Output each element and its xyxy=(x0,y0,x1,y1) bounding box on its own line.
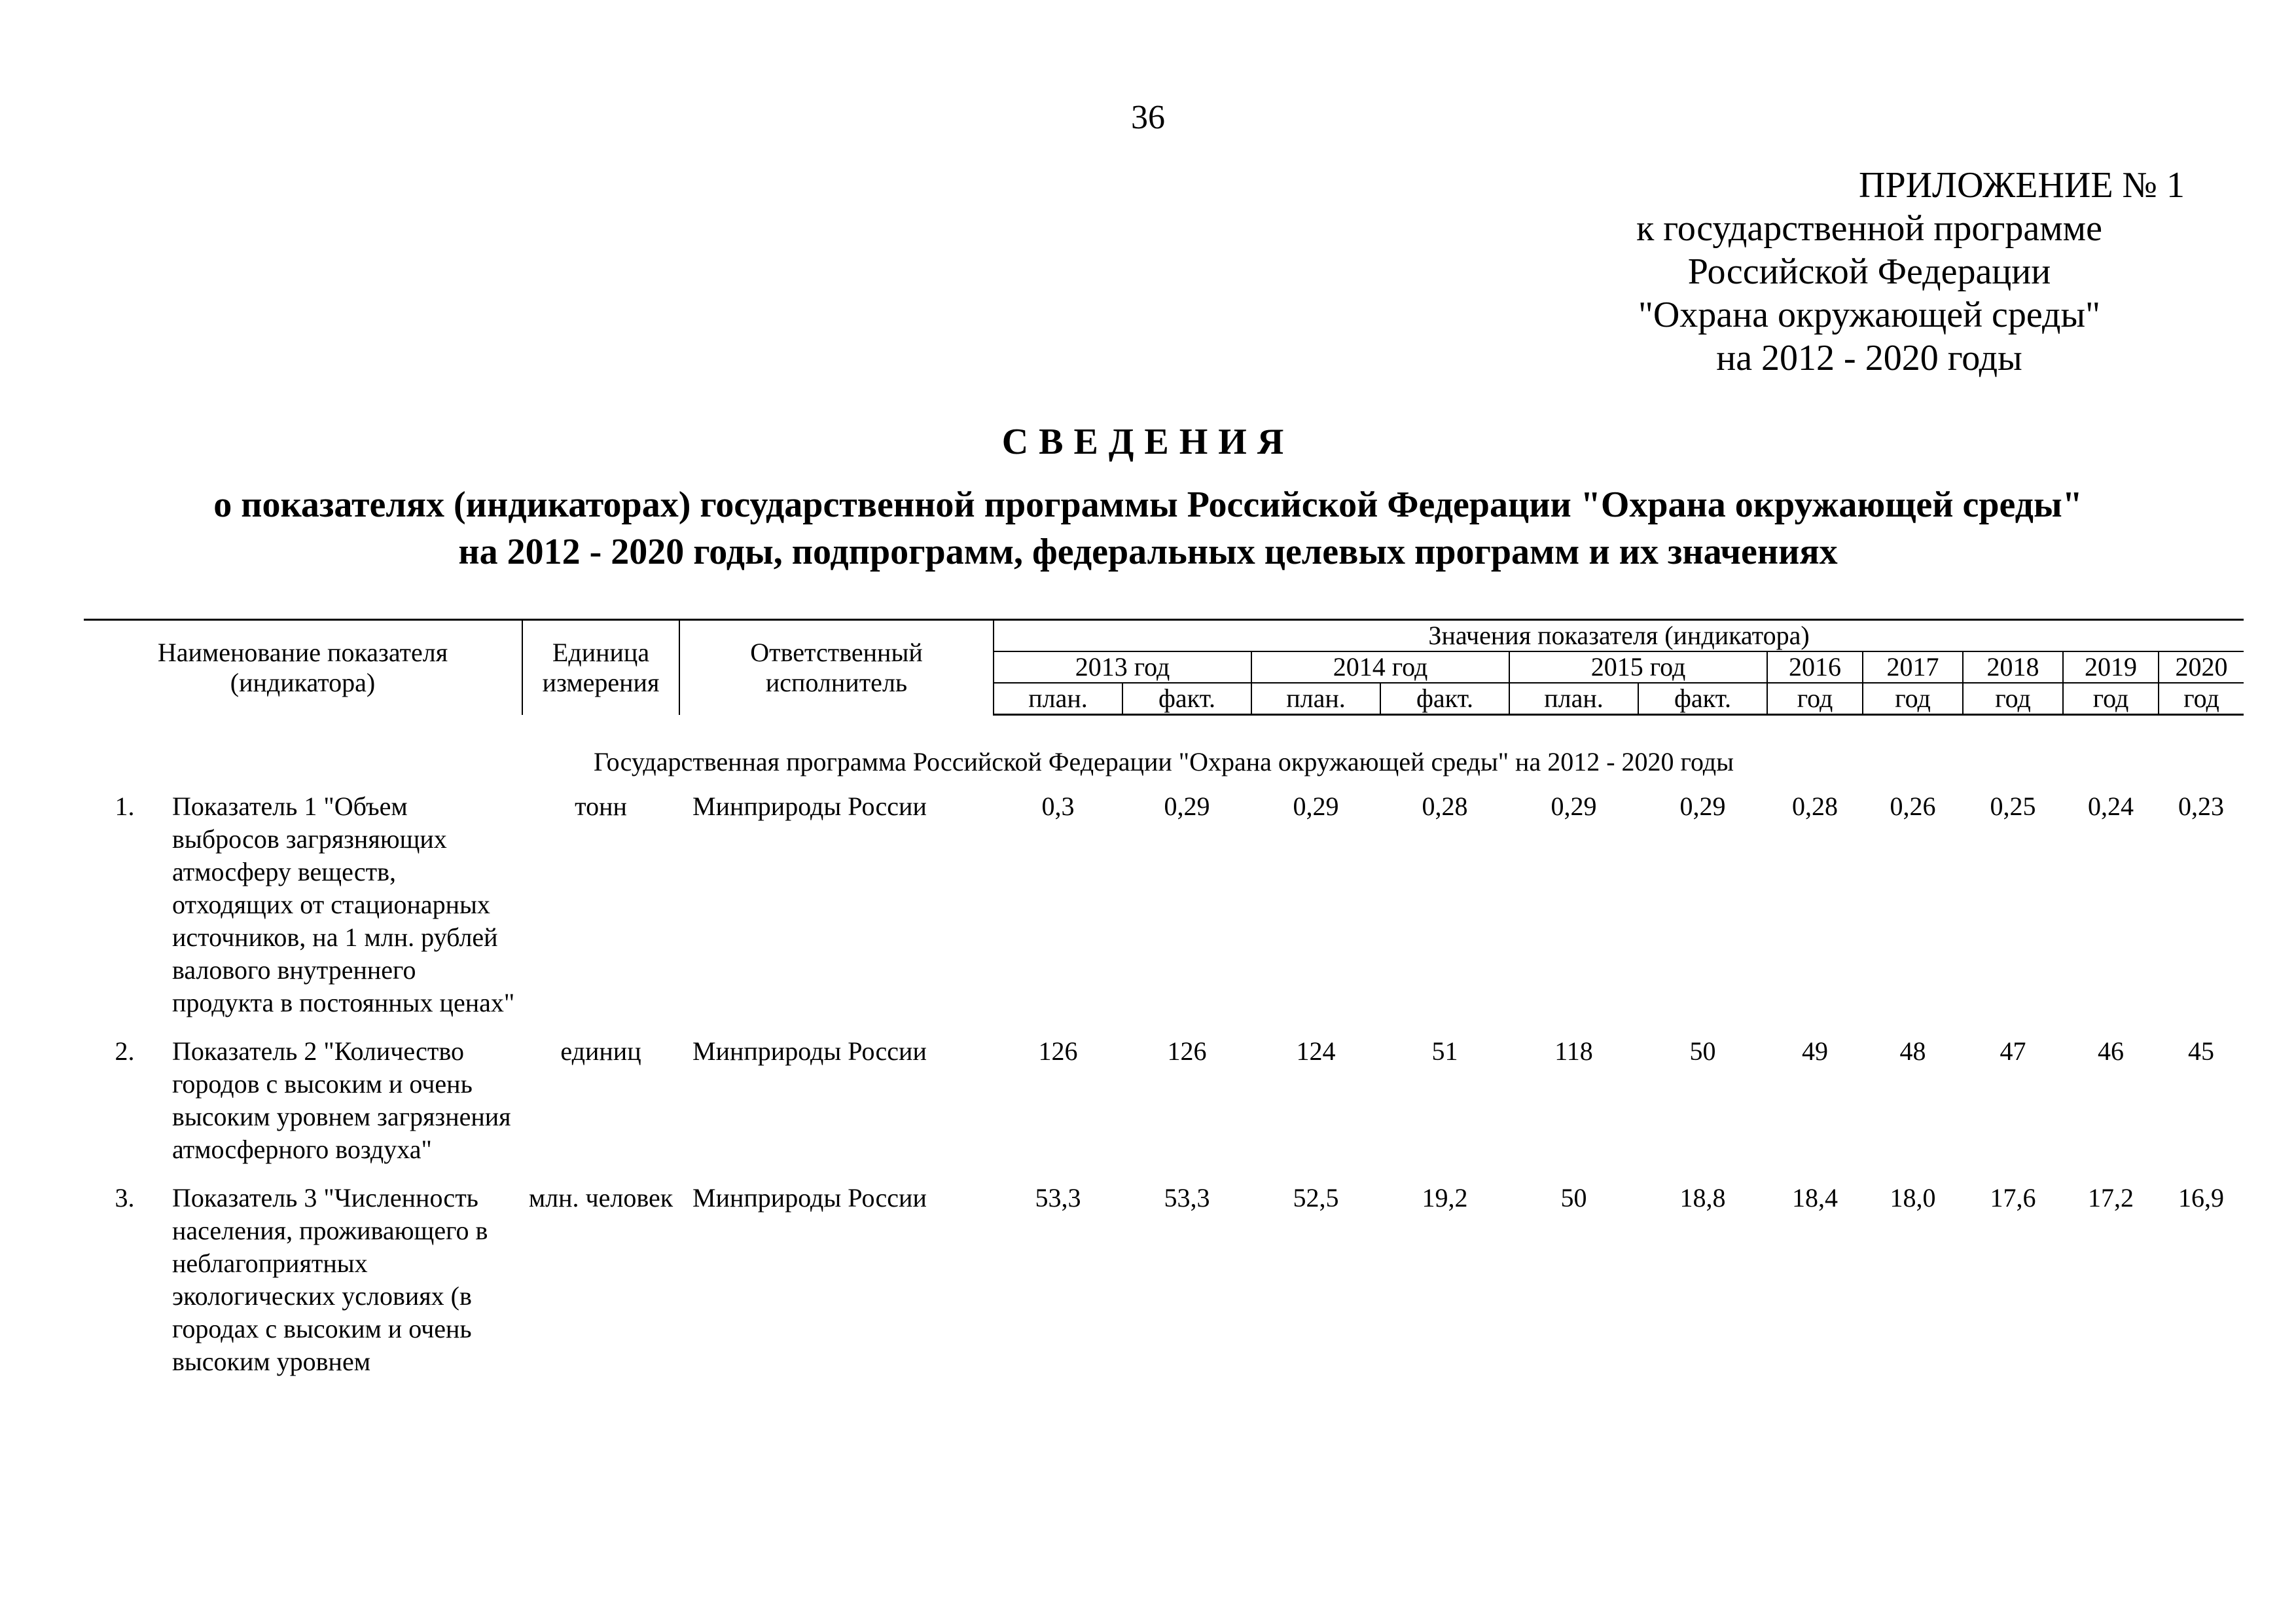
header-year-2015: 2015 год xyxy=(1509,651,1767,683)
value-2013-plan: 126 xyxy=(1038,1036,1078,1066)
header-executor: Ответственный исполнитель xyxy=(679,620,994,715)
header-year-2014: 2014 год xyxy=(1251,651,1509,683)
value-2015-plan: 50 xyxy=(1560,1183,1587,1213)
page-number: 36 xyxy=(1131,99,1165,136)
value-2013-fact: 53,3 xyxy=(1164,1183,1210,1213)
header-god: год xyxy=(1963,683,2063,715)
document-heading: СВЕДЕНИЯ xyxy=(1001,422,1295,462)
appendix-line: ПРИЛОЖЕНИЕ № 1 xyxy=(1859,165,2185,206)
value-2014-plan: 124 xyxy=(1296,1036,1336,1066)
value-2020: 0,23 xyxy=(2178,792,2225,821)
value-2014-plan: 52,5 xyxy=(1293,1183,1339,1213)
table-header xyxy=(84,620,2244,715)
value-2017: 48 xyxy=(1899,1036,1926,1066)
table-row xyxy=(84,784,2244,1029)
row-indicator-name: Показатель 1 "Объем выбросов загрязняющих атмосферу веществ, отходящих от стационарных источников, на 1 млн. рублей валового внутреннего продукта в постоянных ценах" xyxy=(172,792,515,1017)
row-executor: Минприроды России xyxy=(692,792,927,821)
table-row xyxy=(84,1175,2244,1387)
row-executor: Минприроды России xyxy=(692,1183,927,1213)
subheading-line: на 2012 - 2020 годы, подпрограмм, федеральных целевых программ и их значениях xyxy=(458,532,1838,572)
header-plan: план. xyxy=(1251,683,1380,715)
value-2016: 18,4 xyxy=(1792,1183,1839,1213)
header-god: год xyxy=(2159,683,2244,715)
value-2018: 47 xyxy=(2000,1036,2026,1066)
header-name: Наименование показателя (индикатора) xyxy=(84,620,522,715)
subheading-line: о показателях (индикаторах) государственной программы Российской Федерации "Охрана окружающей среды" xyxy=(213,484,2083,525)
value-2018: 0,25 xyxy=(1990,792,2036,821)
value-2013-plan: 53,3 xyxy=(1035,1183,1081,1213)
value-2019: 0,24 xyxy=(2088,792,2134,821)
row-index: 3. xyxy=(115,1183,135,1213)
row-executor: Минприроды России xyxy=(692,1036,927,1066)
header-god: год xyxy=(2063,683,2159,715)
value-2017: 18,0 xyxy=(1890,1183,1936,1213)
indicators-table xyxy=(84,619,2244,1387)
header-values-group: Значения показателя (индикатора) xyxy=(994,620,2244,652)
value-2015-fact: 0,29 xyxy=(1679,792,1726,821)
table-row xyxy=(84,1029,2244,1175)
value-2016: 0,28 xyxy=(1792,792,1839,821)
value-2015-fact: 50 xyxy=(1689,1036,1716,1066)
value-2014-fact: 51 xyxy=(1431,1036,1458,1066)
value-2020: 45 xyxy=(2188,1036,2215,1066)
value-2016: 49 xyxy=(1802,1036,1829,1066)
header-year-2016: 2016 xyxy=(1767,651,1863,683)
section-title: Государственная программа Российской Федерации "Охрана окружающей среды" на 2012 - 2020 годы xyxy=(594,747,1734,776)
value-2014-plan: 0,29 xyxy=(1293,792,1339,821)
header-unit: Единица измерения xyxy=(522,620,679,715)
value-2013-fact: 0,29 xyxy=(1164,792,1210,821)
value-2015-fact: 18,8 xyxy=(1679,1183,1726,1213)
header-year-2018: 2018 xyxy=(1963,651,2063,683)
header-god: год xyxy=(1767,683,1863,715)
appendix-line: на 2012 - 2020 годы xyxy=(1716,338,2022,378)
value-2014-fact: 0,28 xyxy=(1422,792,1468,821)
header-plan: план. xyxy=(1509,683,1638,715)
appendix-line: Российской Федерации xyxy=(1687,251,2051,292)
header-year-2019: 2019 xyxy=(2063,651,2159,683)
value-2019: 17,2 xyxy=(2088,1183,2134,1213)
value-2018: 17,6 xyxy=(1990,1183,2036,1213)
value-2019: 46 xyxy=(2098,1036,2125,1066)
header-year-2020: 2020 xyxy=(2159,651,2244,683)
header-plan: план. xyxy=(994,683,1122,715)
header-god: год xyxy=(1863,683,1963,715)
header-fact: факт. xyxy=(1122,683,1251,715)
value-2015-plan: 0,29 xyxy=(1551,792,1597,821)
row-unit: тонн xyxy=(575,792,627,821)
appendix-block xyxy=(1542,164,2197,380)
value-2017: 0,26 xyxy=(1890,792,1936,821)
value-2013-fact: 126 xyxy=(1167,1036,1207,1066)
appendix-line: к государственной программе xyxy=(1636,208,2102,249)
row-index: 2. xyxy=(115,1036,135,1066)
row-index: 1. xyxy=(115,792,135,821)
value-2020: 16,9 xyxy=(2178,1183,2225,1213)
table-body xyxy=(84,715,2244,1388)
document-subheading xyxy=(98,481,2198,575)
value-2013-plan: 0,3 xyxy=(1041,792,1075,821)
value-2015-plan: 118 xyxy=(1554,1036,1593,1066)
header-year-2017: 2017 xyxy=(1863,651,1963,683)
row-indicator-name: Показатель 2 "Количество городов с высоким и очень высоким уровнем загрязнения атмосферного воздуха" xyxy=(172,1036,511,1164)
appendix-line: "Охрана окружающей среды" xyxy=(1638,295,2100,335)
header-fact: факт. xyxy=(1638,683,1767,715)
row-unit: единиц xyxy=(560,1036,641,1066)
header-fact: факт. xyxy=(1380,683,1509,715)
value-2014-fact: 19,2 xyxy=(1422,1183,1468,1213)
header-year-2013: 2013 год xyxy=(994,651,1251,683)
row-unit: млн. человек xyxy=(528,1183,673,1213)
row-indicator-name: Показатель 3 "Численность населения, проживающего в неблагоприятных экологических условиях (в городах с высоким и очень высоким уровнем xyxy=(172,1183,488,1376)
